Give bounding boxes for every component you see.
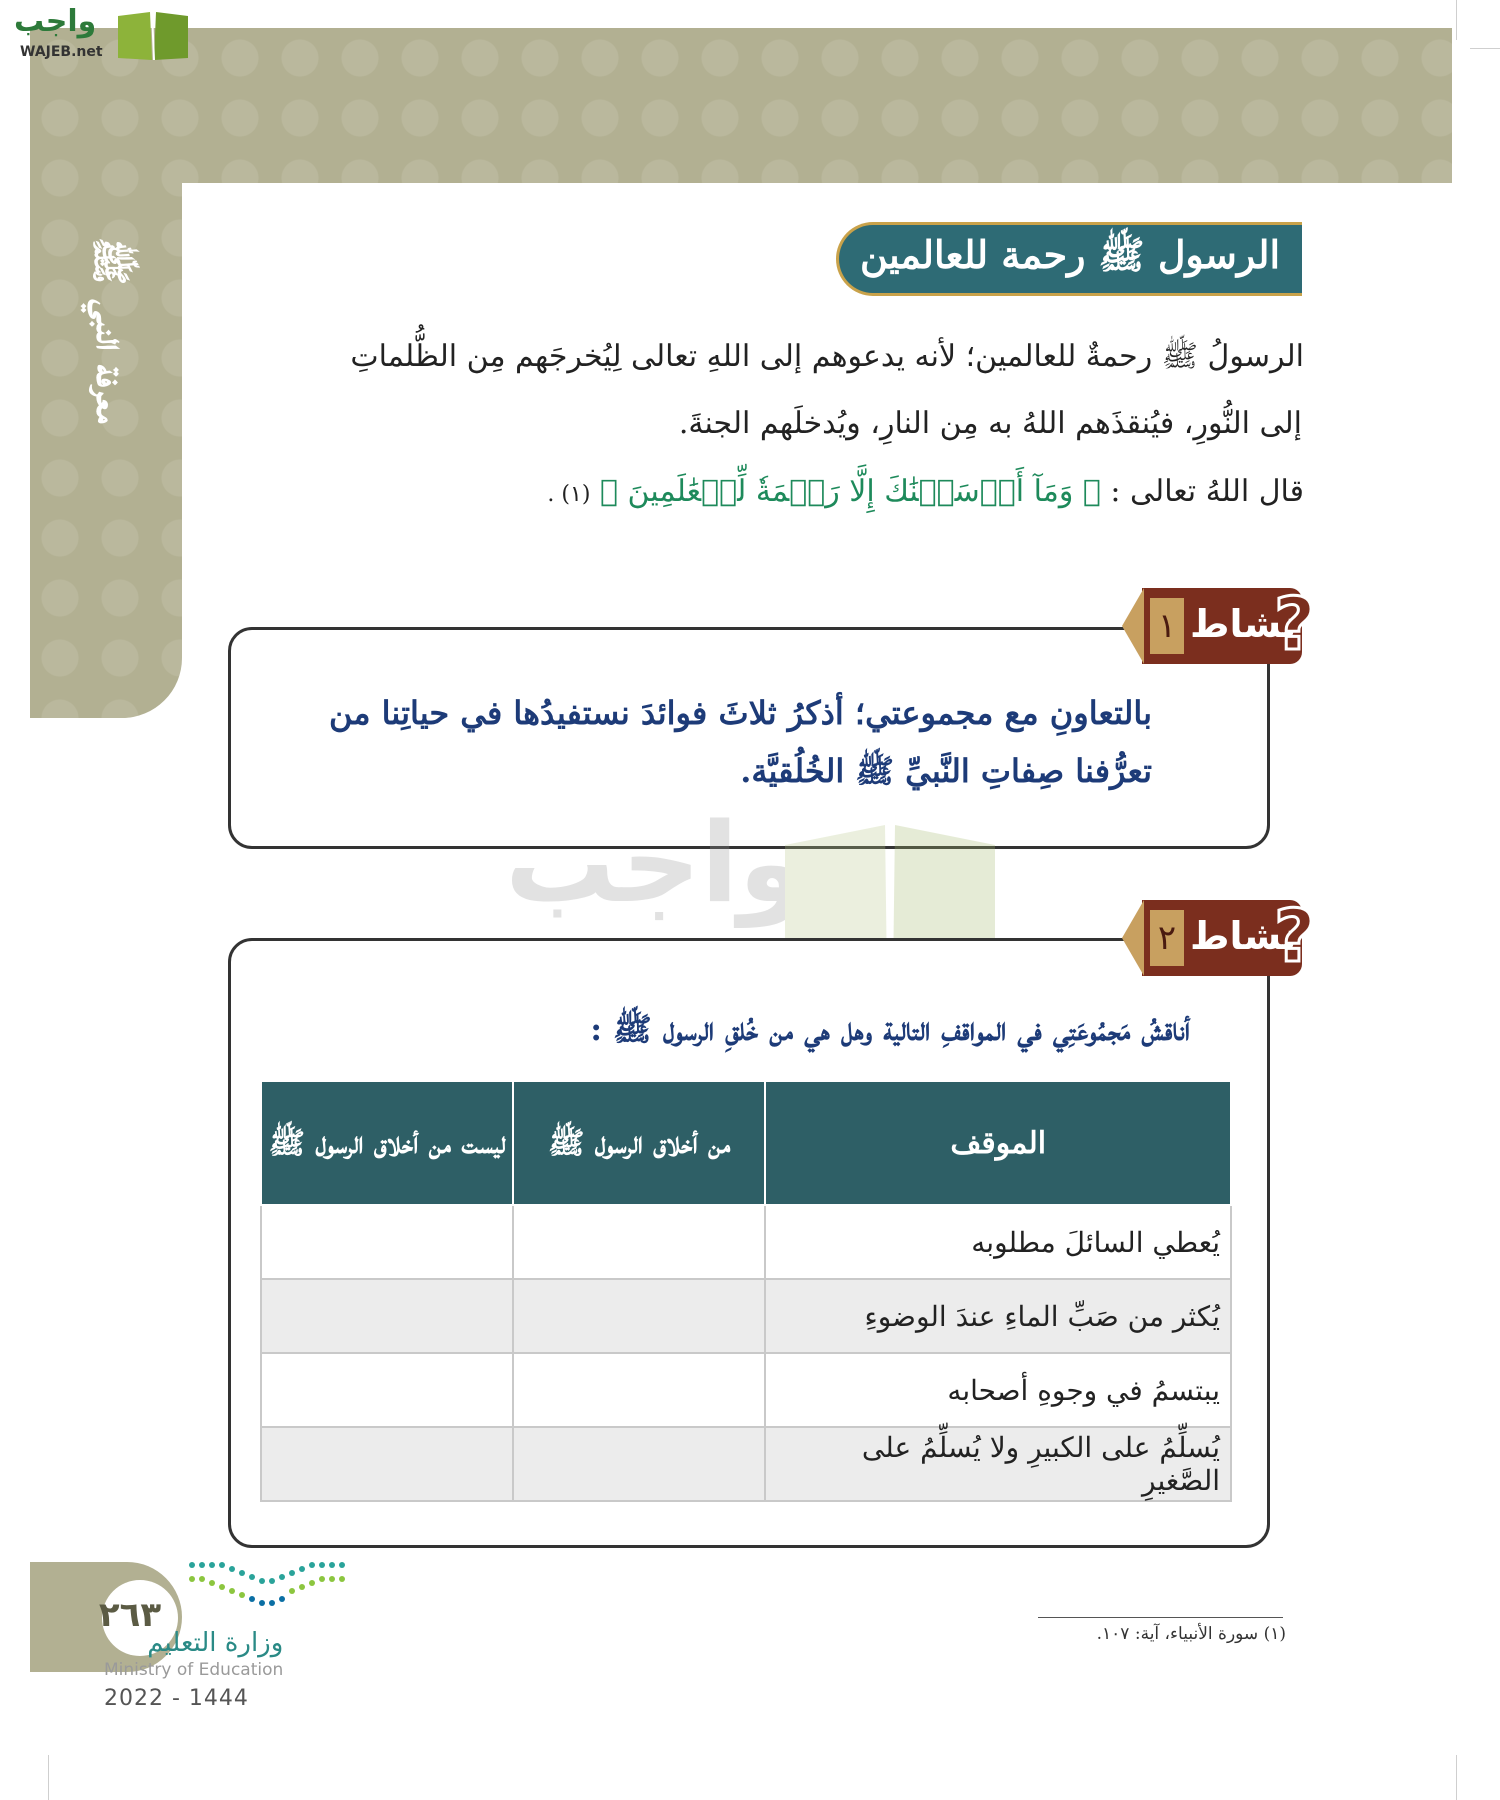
ministry-arabic: وزارة التعليم [147,1628,284,1658]
page-number: ٢٦٣ [98,1595,162,1635]
quran-verse: ﴿ وَمَآ أَرۡسَلۡنَٰكَ إِلَّا رَحۡمَةٗ لِّلۡعَٰلَمِينَ ﴾ [599,474,1101,509]
answer-cell-yes[interactable] [513,1427,765,1501]
activity-1-tag [1122,582,1316,666]
logo-arabic-text: واجب [14,4,97,39]
crop-mark [1456,0,1457,40]
activity-1-line-1: بالتعاونِ مع مجموعتي؛ أذكرُ ثلاثَ فوائدَ نستفيدُها في حياتِنا من [329,694,1152,732]
crop-mark [1456,1755,1457,1800]
question-mark-icon: ? [1274,582,1316,666]
table-row [261,1427,1231,1501]
answer-cell-yes[interactable] [513,1353,765,1427]
table-row [261,1353,1231,1427]
situations-table [260,1080,1232,1502]
header-not-prophet-character: ليست من أخلاق الرسول ﷺ [261,1081,513,1205]
activity-1-line-2: تعرُّفنا صِفاتِ النَّبيِّ ﷺ الخُلُقيَّة. [740,752,1152,790]
question-mark-icon: ? [1274,894,1316,978]
paragraph-line-3 [547,474,1304,509]
table-header-row [261,1081,1231,1205]
answer-cell-no[interactable] [261,1427,513,1501]
paragraph-line-2: إلى النُّورِ، فيُنقذَهم اللهُ به مِن النارِ، ويُدخلَهم الجنةَ. [678,406,1302,441]
answer-cell-yes[interactable] [513,1279,765,1353]
table-row [261,1279,1231,1353]
logo-latin-text: WAJEB.net [20,44,103,60]
paragraph-line-1: الرسولُ ﷺ رحمةٌ للعالمين؛ لأنه يدعوهم إلى اللهِ تعالى لِيُخرجَهم مِن الظُّلماتِ [350,339,1304,374]
wajeb-logo[interactable] [8,4,188,66]
ministry-english: Ministry of Education [104,1660,284,1680]
answer-cell-no[interactable] [261,1205,513,1279]
header-is-prophet-character: من أخلاق الرسول ﷺ [513,1081,765,1205]
header-situation: الموقف [765,1081,1231,1205]
unit-title: معرفة النبي ﷺ [87,236,134,424]
activity-1-label: نشاط [1190,602,1297,646]
activity-2-label: نشاط [1190,914,1297,958]
situation-cell: يُكثر من صَبِّ الماءِ عندَ الوضوءِ [765,1279,1231,1353]
section-heading [836,222,1302,296]
activity-2-prompt: أناقشُ مَجمُوعَتِي في المواقفِ التالية وهل هي من خُلقِ الرسول ﷺ : [590,1010,1190,1048]
activity-2-tag [1122,894,1316,978]
crop-mark [1470,48,1500,49]
verse-intro: قال اللهُ تعالى : [1110,474,1304,509]
footnote-divider [1038,1617,1283,1618]
activity-2-number: ٢ [1150,910,1184,966]
answer-cell-yes[interactable] [513,1205,765,1279]
crop-mark [48,1755,49,1800]
activity-1-number: ١ [1150,598,1184,654]
answer-cell-no[interactable] [261,1353,513,1427]
section-title: الرسول ﷺ رحمة للعالمين [860,232,1280,277]
edition-year: 2022 - 1444 [104,1686,249,1711]
ministry-of-education [104,1628,283,1711]
top-decorative-band [30,28,1452,183]
situation-cell: يُعطي السائلَ مطلوبه [765,1205,1231,1279]
ministry-logo-dots-icon [186,1555,356,1615]
answer-cell-no[interactable] [261,1279,513,1353]
situation-cell: يبتسمُ في وجوهِ أصحابه [765,1353,1231,1427]
situation-cell: يُسلِّمُ على الكبيرِ ولا يُسلِّمُ على الصَّغيرِ [765,1427,1231,1501]
footnote-reference: (١) . [547,482,591,507]
footnote: (١) سورة الأنبياء، آية: ١٠٧. [1096,1624,1286,1644]
table-row [261,1205,1231,1279]
book-icon [114,8,192,64]
watermark-arabic: واجب [505,799,807,927]
